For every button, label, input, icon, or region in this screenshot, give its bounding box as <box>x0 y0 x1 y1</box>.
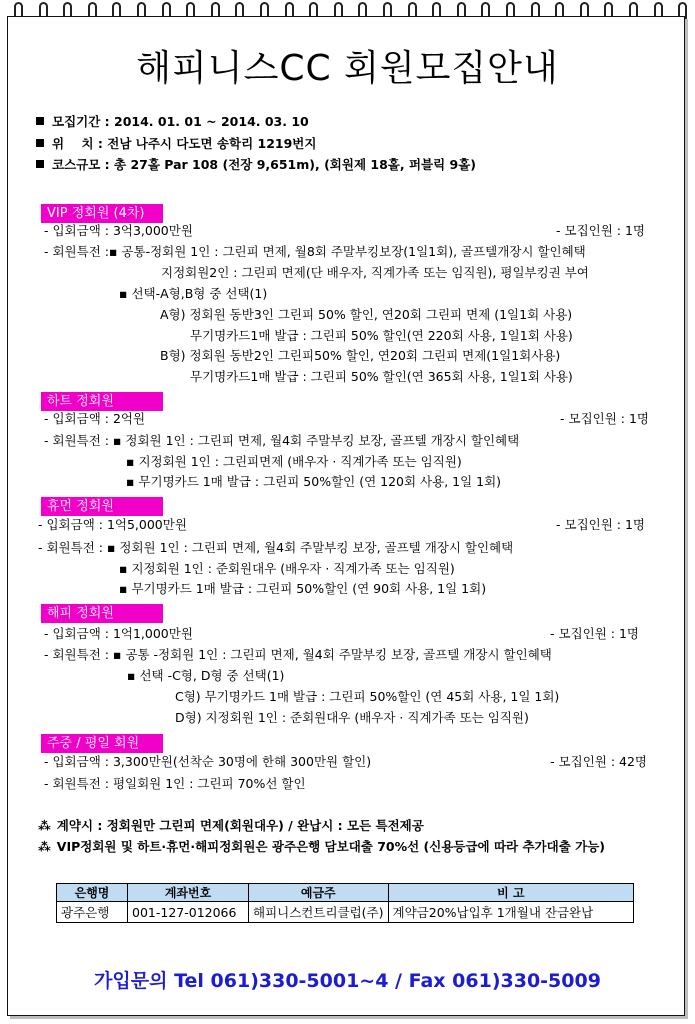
section-header-happy: 해피 정회원 <box>41 604 163 623</box>
weekday-quota: - 모집인원 : 42명 <box>550 754 647 769</box>
asterism-icon: ⁂ <box>38 818 51 833</box>
note-loan: ⁂ VIP정회원 및 하트·휴먼·해피정회원은 광주은행 담보대출 70%선 (신용등급에 따라 추가대출 가능) <box>38 839 605 854</box>
heart-quota: - 모집인원 : 1명 <box>560 411 649 426</box>
vip-benefit-line: ▪ 선택-A형,B형 중 선택(1) <box>119 286 268 301</box>
human-benefit-line: - 회원특전 : ▪ 정회원 1인 : 그린피 면제, 월4회 주말부킹 보장, 골프텔 개장시 할인혜택 <box>38 540 514 555</box>
page-title: 해피니스CC 회원모집안내 <box>136 48 559 89</box>
bullet-square-icon <box>36 139 44 147</box>
vip-quota: - 모집인원 : 1명 <box>556 223 645 238</box>
happy-benefit-line: ▪ 선택 -C형, D형 중 선택(1) <box>127 668 285 683</box>
column-header: 은행명 <box>57 884 128 902</box>
weekday-benefit-line: - 회원특전 : 평일회원 1인 : 그린피 70%선 할인 <box>44 776 306 791</box>
vip-benefit-line: 무기명카드1매 발급 : 그린피 50% 할인(연 220회 사용, 1일1회 사용) <box>190 328 573 343</box>
contact-info: 가입문의 Tel 061)330-5001~4 / Fax 061)330-5009 <box>94 970 601 992</box>
human-benefit-line: ▪ 무기명카드 1매 발급 : 그린피 50%할인 (연 90회 사용, 1일 1회) <box>119 581 487 596</box>
asterism-icon: ⁂ <box>38 839 51 854</box>
info-course: 코스규모 : 총 27홀 Par 108 (전장 9,651m), (회원제 18홀, 퍼블릭 9홀) <box>36 156 476 174</box>
column-header: 계좌번호 <box>128 884 249 902</box>
vip-benefit-line: A형) 정회원 동반3인 그린피 50% 할인, 연20회 그린피 면제 (1일1회 사용) <box>160 307 573 322</box>
human-benefit-line: ▪ 지정회원 1인 : 준회원대우 (배우자 · 직계가족 또는 임직원) <box>119 561 455 576</box>
section-header-weekday: 주중 / 평일 회원 <box>41 734 163 753</box>
happy-benefit-line: C형) 무기명카드 1매 발급 : 그린피 50%할인 (연 45회 사용, 1일 1회) <box>175 689 560 704</box>
account-holder-cell: 해피니스컨트리클럽(주) <box>249 902 389 923</box>
heart-benefit-line: - 회원특전 : ▪ 정회원 1인 : 그린피 면제, 월4회 주말부킹 보장, 골프텔 개장시 할인혜택 <box>44 433 520 448</box>
section-header-human: 휴먼 정회원 <box>41 497 163 516</box>
bullet-square-icon <box>36 160 44 168</box>
info-period: 모집기간 : 2014. 01. 01 ~ 2014. 03. 10 <box>36 113 309 131</box>
vip-benefit-line: - 회원특전 :▪ 공통-정회원 1인 : 그린피 면제, 월8회 주말부킹보장(1일1회), 골프텔개장시 할인혜택 <box>44 244 586 259</box>
vip-benefit-line: 무기명카드1매 발급 : 그린피 50% 할인(연 365회 사용, 1일1회 사용) <box>190 369 573 384</box>
table-header-row <box>57 884 634 902</box>
weekday-fee: - 입회금액 : 3,300만원(선착순 30명에 한해 300만원 할인) <box>44 754 372 769</box>
bank-account-table <box>56 883 634 923</box>
section-header-vip: VIP 정회원 (4차) <box>41 204 163 223</box>
vip-benefit-line: 지정회원2인 : 그린피 면제(단 배우자, 직계가족 또는 임직원), 평일부킹권 부여 <box>161 265 589 280</box>
remarks-cell: 계약금20%납입후 1개월내 잔금완납 <box>388 902 633 923</box>
bank-name-cell: 광주은행 <box>57 902 128 923</box>
bullet-square-icon <box>36 117 44 125</box>
vip-fee: - 입회금액 : 3억3,000만원 <box>44 223 193 238</box>
human-quota: - 모집인원 : 1명 <box>556 517 645 532</box>
account-number-cell: 001-127-012066 <box>128 902 249 923</box>
table-row <box>57 902 634 923</box>
human-fee: - 입회금액 : 1억5,000만원 <box>38 517 187 532</box>
vip-benefit-line: B형) 정회원 동반2인 그린피50% 할인, 연20회 그린피 면제(1일1회사용) <box>160 348 561 363</box>
happy-benefit-line: D형) 지정회원 1인 : 준회원대우 (배우자 · 직계가족 또는 임직원) <box>175 710 529 725</box>
info-location: 위 치 : 전남 나주시 다도면 송학리 1219번지 <box>36 135 316 153</box>
happy-fee: - 입회금액 : 1억1,000만원 <box>44 626 193 641</box>
column-header: 비 고 <box>388 884 633 902</box>
happy-quota: - 모집인원 : 1명 <box>550 626 639 641</box>
heart-benefit-line: ▪ 지정회원 1인 : 그린피면제 (배우자 · 직계가족 또는 임직원) <box>126 454 462 469</box>
heart-fee: - 입회금액 : 2억원 <box>44 411 146 426</box>
column-header: 예금주 <box>249 884 389 902</box>
note-contract: ⁂ 계약시 : 정회원만 그린피 면제(회원대우) / 완납시 : 모든 특전제공 <box>38 818 424 833</box>
happy-benefit-line: - 회원특전 : ▪ 공통 -정회원 1인 : 그린피 면제, 월4회 주말부킹 보장, 골프텔 개장시 할인혜택 <box>44 647 552 662</box>
heart-benefit-line: ▪ 무기명카드 1매 발급 : 그린피 50%할인 (연 120회 사용, 1일 1회) <box>126 474 502 489</box>
section-header-heart: 하트 정회원 <box>41 392 163 411</box>
